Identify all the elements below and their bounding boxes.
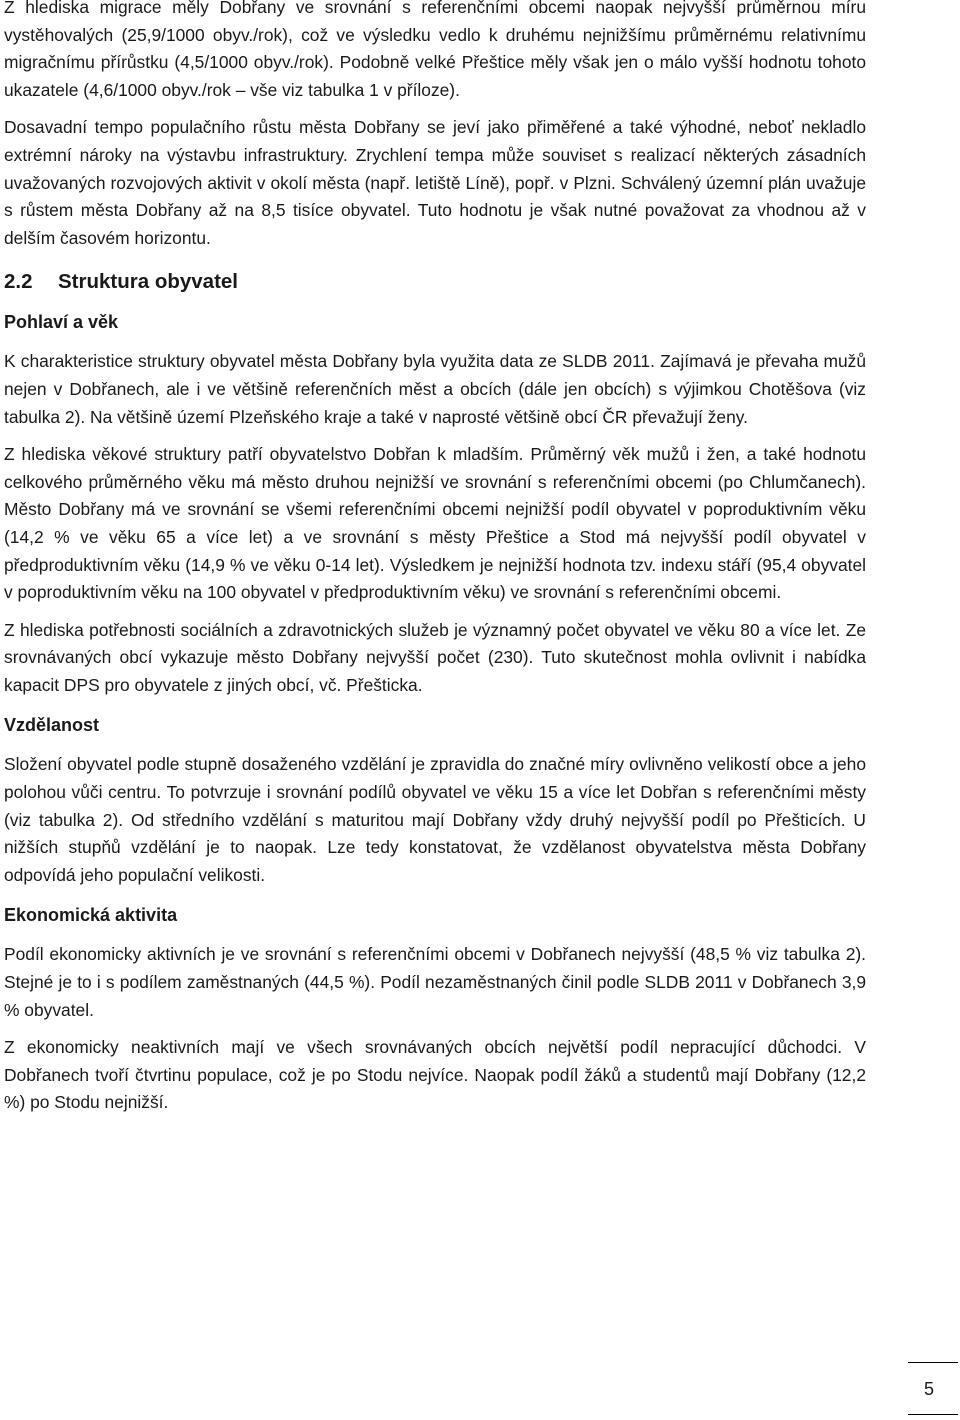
- subheading-economic-activity: Ekonomická aktivita: [4, 905, 178, 926]
- paragraph-population-growth: Dosavadní tempo populačního růstu města Dobřany se jeví jako přiměřené a také výhodné, neboť nekladlo extrémní nároky na výstavbu infrastruktury. Zrychlení tempa může souviset s realizací některých zásadních uvažovaných rozvojových aktivit v okolí města (např. letiště Líně), popř. v Plzni. Schválený územní plán uvažuje s růstem města Dobřany až na 8,5 tisíce obyvatel. Tuto hodnotu je však nutné považovat za vhodnou až v delším časovém horizontu.: [4, 117, 866, 248]
- paragraph-education: Složení obyvatel podle stupně dosaženého vzdělání je zpravidla do značné míry ovlivněno velikostí obce a jeho polohou vůči centru. To potvrzuje i srovnání podílů obyvatel ve věku 15 a více let Dobřan s referenčními městy (viz tabulka 2). Od středního vzdělání s maturitou mají Dobřany vždy druhý nejvyšší podíl po Přešticích. U nižších stupňů vzdělání je to naopak. Lze tedy konstatovat, že vzdělanost obyvatelstva města Dobřany odpovídá jeho populační velikosti.: [4, 754, 866, 885]
- document-body: [4, 0, 866, 1117]
- paragraph-migration: Z hlediska migrace měly Dobřany ve srovnání s referenčními obcemi naopak nejvyšší průměrnou míru vystěhovalých (25,9/1000 obyv./rok), což ve výsledku vedlo k druhému nejnižšímu průměrnému relativnímu migračnímu přírůstku (4,5/1000 obyv./rok). Podobně velké Přeštice měly však jen o málo vyšší hodnotu tohoto ukazatele (4,6/1000 obyv./rok – vše viz tabulka 1 v příloze).: [4, 0, 866, 100]
- paragraph-economic-active: Podíl ekonomicky aktivních je ve srovnání s referenčními obcemi v Dobřanech nejvyšší (48,5 % viz tabulka 2). Stejné je to i s podílem zaměstnaných (44,5 %). Podíl nezaměstnaných činil podle SLDB 2011 v Dobřanech 3,9 % obyvatel.: [4, 944, 866, 1020]
- section-title: Struktura obyvatel: [58, 270, 238, 294]
- paragraph-economic-inactive: Z ekonomicky neaktivních mají ve všech srovnávaných obcích největší podíl nepracující důchodci. V Dobřanech tvoří čtvrtinu populace, což je po Stodu nejvíce. Naopak podíl žáků a studentů mají Dobřany (12,2 %) po Stodu nejnižší.: [4, 1037, 866, 1113]
- page-number: 5: [924, 1379, 935, 1399]
- subheading-education: Vzdělanost: [4, 715, 100, 736]
- section-number: 2.2: [4, 270, 33, 294]
- paragraph-social-services: Z hlediska potřebnosti sociálních a zdravotnických služeb je významný počet obyvatel ve věku 80 a více let. Ze srovnávaných obcí vykazuje město Dobřany nejvyšší počet (230). Tuto skutečnost mohla ovlivnit i nabídka kapacit DPS pro obyvatele z jiných obcí, vč. Přešticka.: [4, 619, 866, 695]
- paragraph-age-structure: Z hlediska věkové struktury patří obyvatelstvo Dobřan k mladším. Průměrný věk mužů i žen, a také hodnotu celkového průměrného věku má město druhou nejnižší ve srovnání s referenčními obcemi (po Chlumčanech). Město Dobřany má ve srovnání se všemi referenčními obcemi nejnižší podíl obyvatel v poproduktivním věku (14,2 % ve věku 65 a více let) a ve srovnání s městy Přeštice a Stod má nejvyšší podíl obyvatel v předproduktivním věku (14,9 % ve věku 0-14 let). Výsledkem je nejnižší hodnota tzv. indexu stáří (95,4 obyvatel v poproduktivním věku na 100 obyvatel v předproduktivním věku) ve srovnání s referenčními obcemi.: [4, 444, 866, 603]
- page-number-rule-top: [908, 1362, 958, 1363]
- subheading-gender-age: Pohlaví a věk: [4, 312, 119, 333]
- section-heading: [4, 268, 866, 296]
- paragraph-gender: K charakteristice struktury obyvatel města Dobřany byla využita data ze SLDB 2011. Zajímavá je převaha mužů nejen v Dobřanech, ale i ve většině referenčních měst a obcích (dále jen obcích) s výjimkou Chotěšova (viz tabulka 2). Na většině území Plzeňského kraje a také v naprosté většině obcí ČR převažují ženy.: [4, 351, 866, 427]
- page-number-rule-bottom: [908, 1414, 958, 1415]
